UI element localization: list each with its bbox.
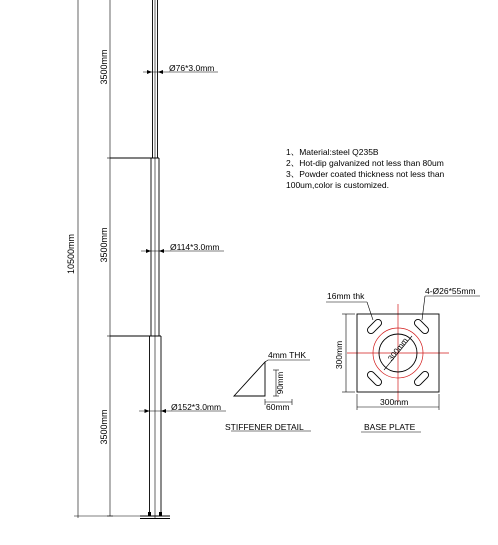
- pole-elevation: [110, 0, 170, 519]
- dimension-lines: [74, 0, 150, 518]
- base-plate-width: 300mm: [380, 397, 409, 407]
- base-plate-thickness: 16mm thk: [327, 291, 365, 301]
- overall-height-label: 10500mm: [66, 233, 76, 275]
- section-bottom-label: 3500mm: [99, 409, 109, 445]
- top-section-diameter: Ø76*3.0mm: [169, 63, 215, 73]
- bolt-circle-diameter: 300mm: [386, 336, 410, 363]
- note-line-3: 3、Powder coated thickness not less than: [286, 169, 445, 179]
- base-plate-title: BASE PLATE: [364, 422, 416, 432]
- section-top-label: 3500mm: [99, 49, 109, 85]
- stiffener-thickness: 4mm THK: [268, 350, 307, 360]
- stiffener-width: 60mm: [266, 402, 290, 412]
- base-plate-holes: 4-Ø26*55mm: [425, 286, 476, 296]
- stiffener-detail: [231, 360, 311, 431]
- base-plate-detail: [326, 296, 480, 432]
- section-middle-label: 3500mm: [99, 227, 109, 263]
- note-line-4: 100um,color is customized.: [286, 180, 389, 190]
- stiffener-title: STIFFENER DETAIL: [225, 422, 304, 432]
- note-line-1: 1、Material:steel Q235B: [286, 147, 379, 157]
- notes-block: [286, 147, 445, 190]
- stiffener-height: 90mm: [276, 371, 285, 395]
- bottom-section-diameter: Ø152*3.0mm: [171, 402, 222, 412]
- note-line-2: 2、Hot-dip galvanized not less than 80um: [286, 158, 444, 168]
- base-plate-height: 300mm: [334, 340, 344, 370]
- middle-section-diameter: Ø114*3.0mm: [170, 242, 220, 252]
